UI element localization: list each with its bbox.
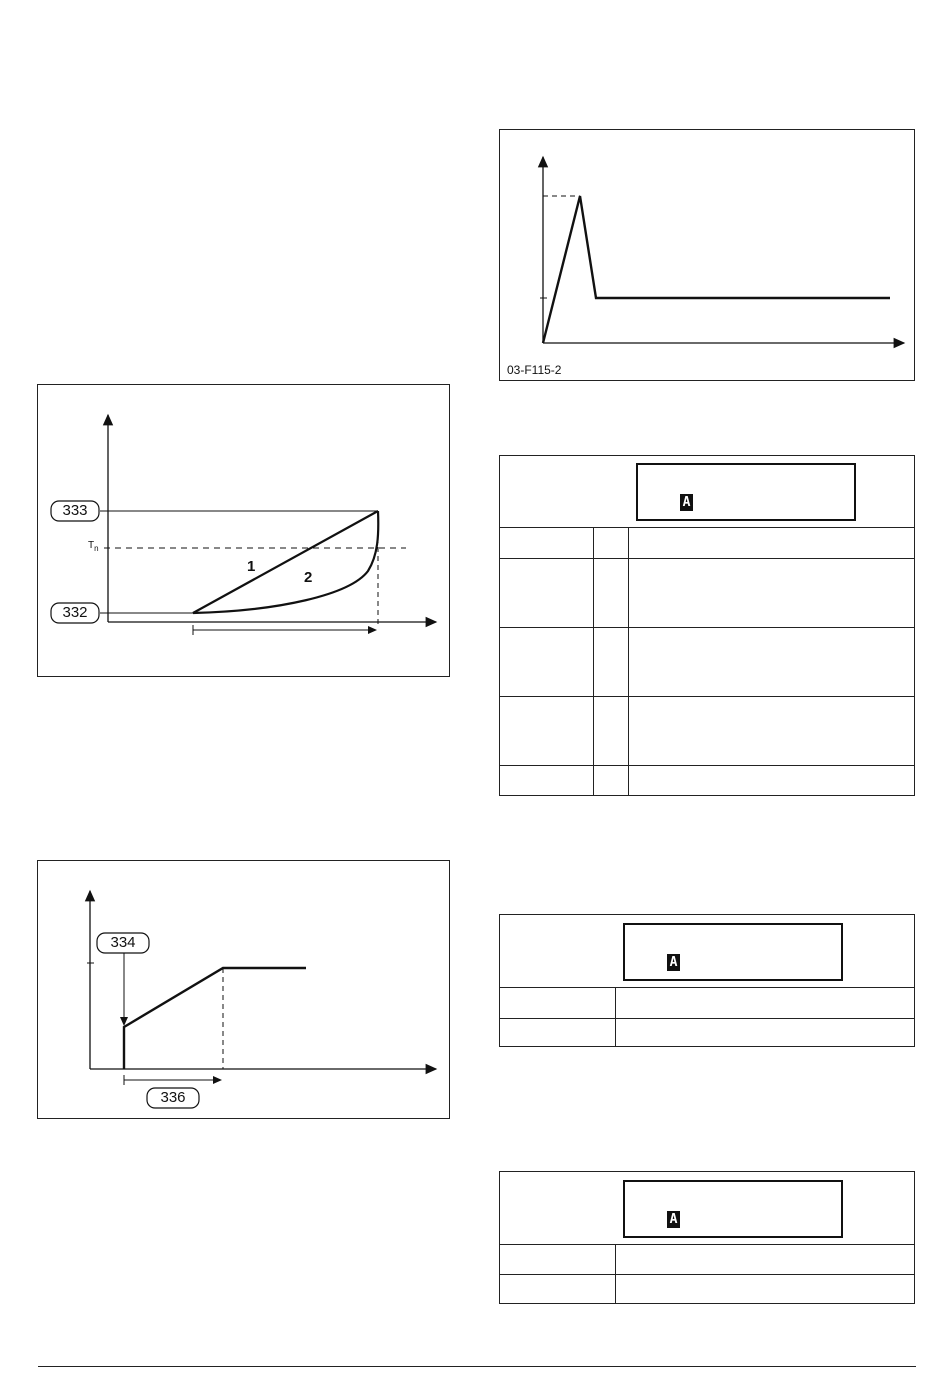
display-cursor-icon: A [667,1211,680,1228]
column-divider [615,987,616,1046]
row-divider [500,765,914,766]
param-334-label: 334 [110,934,136,951]
param-332-label: 332 [62,604,88,621]
row-divider [500,627,914,628]
row-divider [500,527,914,528]
tn-label [88,540,99,553]
peak-chart [500,130,916,382]
row-divider [500,696,914,697]
curve-1-linear [193,511,378,613]
row-divider [500,558,914,559]
kick-start-figure [37,860,450,1119]
column-divider [628,527,629,795]
torque-ramp-figure [37,384,450,677]
row-divider [500,1274,914,1275]
display-panel-2 [499,914,915,1047]
param-333-label: 333 [62,502,88,519]
peak-curve [543,196,890,343]
row-divider [500,1018,914,1019]
display-cursor-icon: A [667,954,680,971]
column-divider [593,527,594,795]
torque-ramp-chart [38,385,451,678]
curve-1-label: 1 [247,558,256,575]
kick-curve [124,968,306,1069]
column-divider [615,1244,616,1303]
tn-letter: T [88,540,95,551]
tn-subscript: n [94,544,99,553]
row-divider [500,987,914,988]
curve-2-label: 2 [304,569,313,586]
lcd-display [623,1180,843,1238]
display-panel-3 [499,1171,915,1304]
row-divider [500,1244,914,1245]
lcd-display [636,463,856,521]
figure-caption: 03-F115-2 [507,363,562,377]
kick-start-chart [38,861,451,1120]
footer-rule [38,1366,916,1367]
peak-figure [499,129,915,381]
display-panel-1 [499,455,915,796]
lcd-display [623,923,843,981]
param-336-label: 336 [160,1089,186,1106]
display-cursor-icon: A [680,494,693,511]
